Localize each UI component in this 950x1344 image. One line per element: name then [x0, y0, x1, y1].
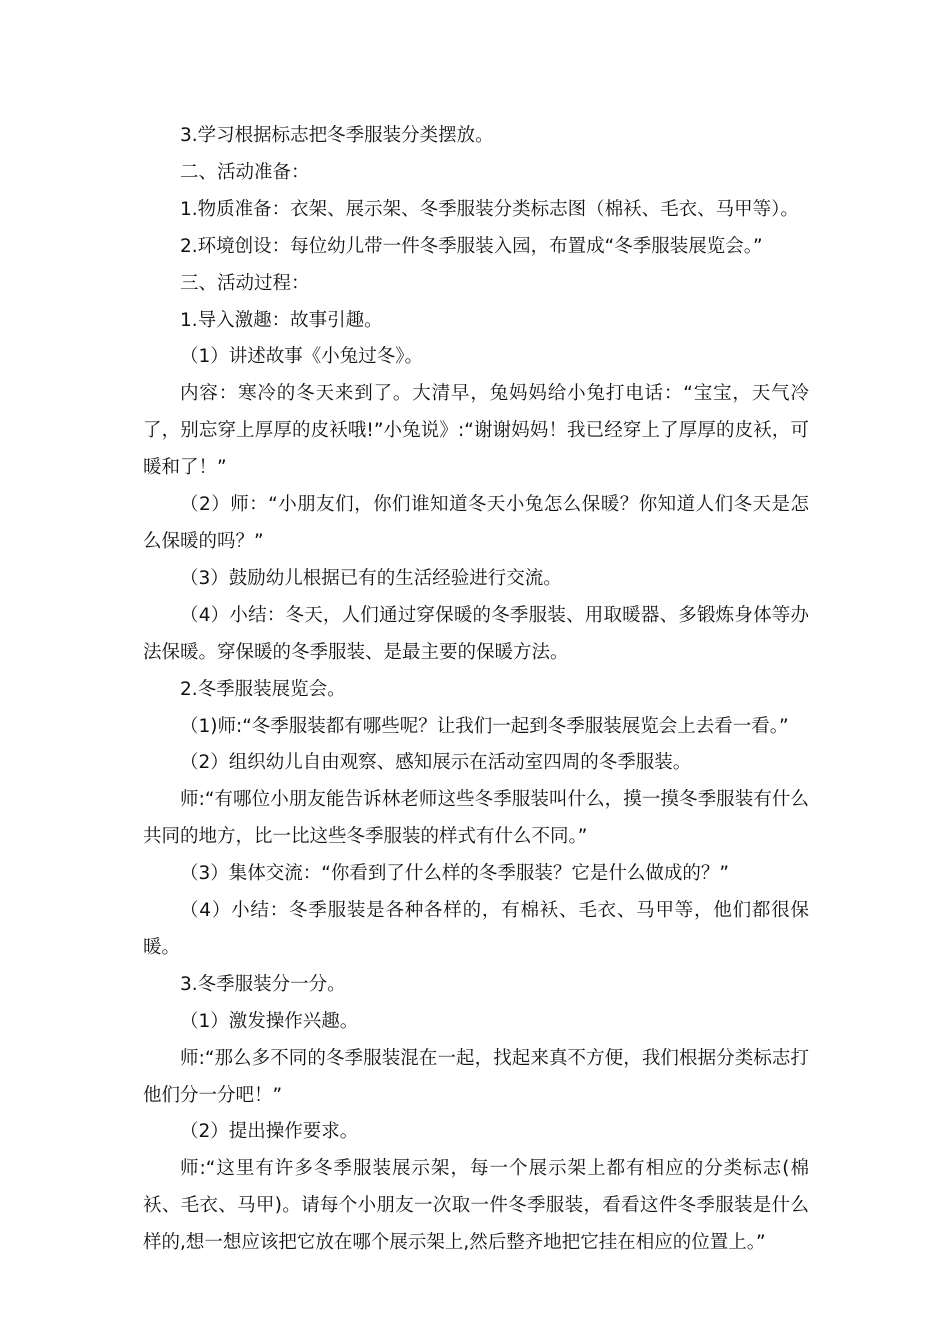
paragraph-environment-setup: 2.环境创设：每位幼儿带一件冬季服装入园，布置成“冬季服装展览会。”: [180, 235, 763, 257]
document-body: [143, 118, 809, 1262]
paragraph-exchange: （3）鼓励幼儿根据已有的生活经验进行交流。: [180, 567, 562, 589]
paragraph-story-content: 内容：寒冷的冬天来到了。大清早，兔妈妈给小兔打电话：“宝宝，天气冷了，别忘穿上厚厚的皮袄哦!”小兔说》:“谢谢妈妈！我已经穿上了厚厚的皮袄，可暖和了！”: [143, 383, 809, 479]
paragraph-teacher-instructions: 师:“这里有许多冬季服装展示架，每一个展示架上都有相应的分类标志(棉袄、毛衣、马甲)。请每个小朋友一次取一件冬季服装，看看这件冬季服装是什么样的,想一想应该把它放在哪个展示架上,然后整齐地把它挂在相应的位置上。”: [143, 1158, 809, 1254]
heading-activity-process: 三、活动过程：: [180, 272, 310, 294]
paragraph-summary-2: （4）小结：冬季服装是各种各样的，有棉袄、毛衣、马甲等，他们都很保暖。: [143, 900, 809, 958]
paragraph-intro: 1.导入激趣：故事引趣。: [180, 309, 383, 331]
paragraph-teacher-sorting: 师:“那么多不同的冬季服装混在一起，找起来真不方便，我们根据分类标志打他们分一分吧！”: [143, 1047, 809, 1106]
paragraph-sorting-2: （2）提出操作要求。: [180, 1121, 359, 1143]
paragraph-teacher-question: （2）师：“小朋友们，你们谁知道冬天小兔怎么保暖？你知道人们冬天是怎么保暖的吗？”: [143, 494, 809, 552]
heading-activity-preparation: 二、活动准备：: [180, 161, 310, 183]
paragraph-exhibition-2: （2）组织幼儿自由观察、感知展示在活动室四周的冬季服装。: [180, 752, 692, 774]
paragraph-sorting-heading: 3.冬季服装分一分。: [180, 973, 346, 995]
paragraph-exhibition-heading: 2.冬季服装展览会。: [180, 678, 346, 700]
paragraph-exhibition-3: （3）集体交流：“你看到了什么样的冬季服装？它是什么做成的？”: [180, 863, 729, 885]
paragraph-material-preparation: 1.物质准备：衣架、展示架、冬季服装分类标志图（棉袄、毛衣、马甲等）。: [180, 198, 799, 220]
paragraph-teacher-prompt: 师:“有哪位小朋友能告诉林老师这些冬季服装叫什么，摸一摸冬季服装有什么共同的地方，比一比这些冬季服装的样式有什么不同。”: [143, 789, 809, 848]
paragraph-exhibition-1: （1)师:“冬季服装都有哪些呢？让我们一起到冬季服装展览会上去看一看。”: [180, 715, 789, 737]
paragraph-objective-3: 3.学习根据标志把冬季服装分类摆放。: [180, 125, 494, 146]
paragraph-summary-1: （4）小结：冬天，人们通过穿保暖的冬季服装、用取暖器、多锻炼身体等办法保暖。穿保暖的冬季服装、是最主要的保暖方法。: [143, 604, 809, 663]
paragraph-story-title: （1）讲述故事《小兔过冬》。: [180, 346, 424, 368]
paragraph-sorting-1: （1）激发操作兴趣。: [180, 1010, 359, 1032]
